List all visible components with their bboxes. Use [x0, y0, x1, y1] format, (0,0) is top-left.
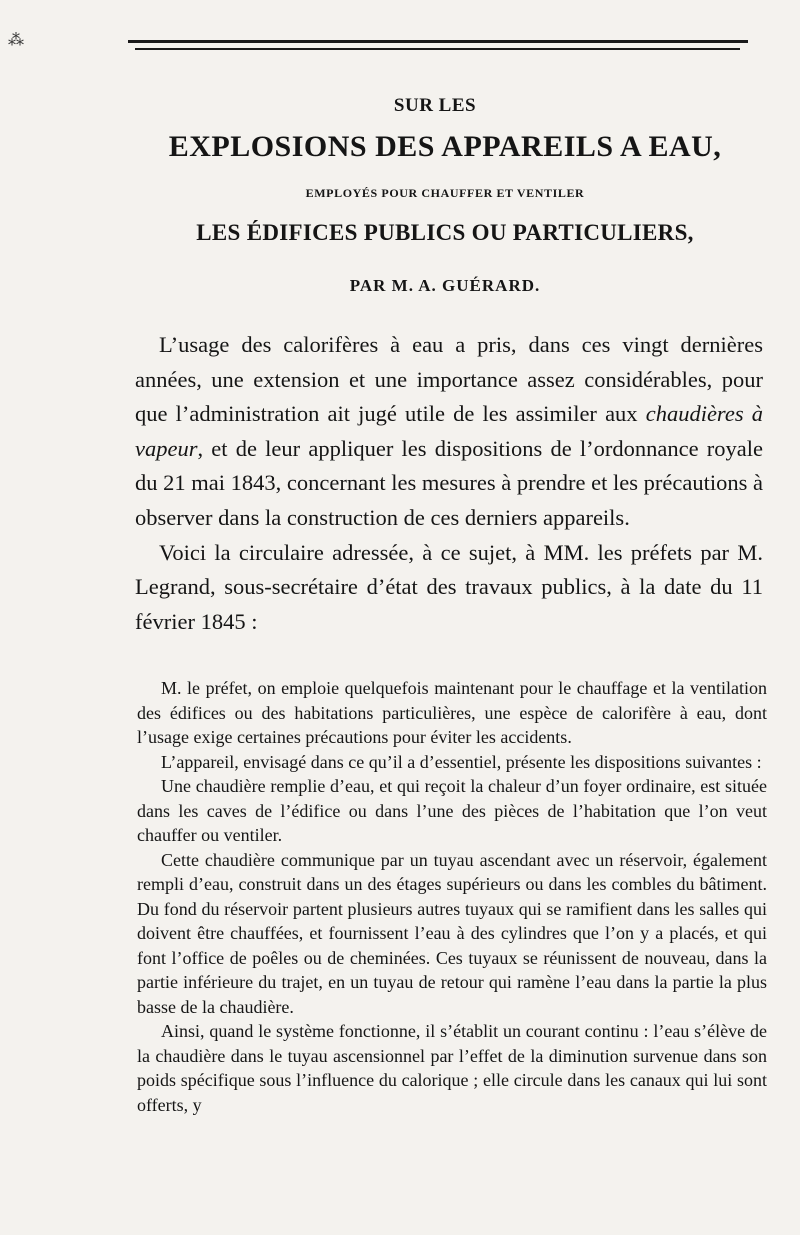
intro-p1-text-end: , et de leur appliquer les dispositions de l’ordonnance royale du 21 mai 1843, concernant les mesures à prendre et les précautions à observer dans la construction de ces derniers appareils. [135, 435, 763, 530]
title-line-2: LES ÉDIFICES PUBLICS OU PARTICULIERS, [196, 220, 694, 245]
intro-p1-text: L’usage des calorifères à eau a pris, dans ces vingt dernières années, une extension et une importance assez considérables, pour que l’administration ait jugé utile de les assimiler aux [135, 332, 763, 427]
intro-paragraph-2: Voici la circulaire adressée, à ce sujet, à MM. les préfets par M. Legrand, sous-secrétaire d’état des travaux publics, à la date du 11 février 1845 : [135, 539, 763, 634]
author-byline: PAR M. A. GUÉRARD. [349, 276, 541, 295]
intro-p1-italic: chaudières à vapeur [135, 401, 763, 461]
circular-text [137, 676, 767, 1117]
circular-paragraph-4: Cette chaudière communique par un tuyau ascendant avec un réservoir, également rempli d’eau, construit dans un des étages supérieurs ou dans les combles du bâtiment. Du fond du réservoir partent plusieurs autres tuyaux qui se ramifient dans les salles qui doivent être chauffées, et fournissent l’eau à des cylindres que l’on y a placés, et qui font l’office de poêles ou de cheminées. Ces tuyaux se réunissent de nouveau, dans la partie inférieure du trajet, en un tuyau de retour qui ramène l’eau dans la partie la plus basse de la chaudière. [137, 849, 767, 1017]
top-rule-thin [135, 48, 740, 50]
intro-text [135, 328, 763, 639]
heading-sur-les: SUR LES [393, 95, 477, 116]
circular-paragraph-2: L’appareil, envisagé dans ce qu’il a d’essentiel, présente les dispositions suivantes : [161, 751, 762, 772]
intro-paragraph-1 [135, 328, 763, 536]
top-rule [128, 40, 748, 43]
margin-smudge: ⁂ [8, 32, 24, 49]
page-title: EXPLOSIONS DES APPAREILS A EAU, [168, 130, 722, 163]
circular-paragraph-3: Une chaudière remplie d’eau, et qui reçoit la chaleur d’un foyer ordinaire, est située dans les caves de l’édifice ou dans l’une des pièces de l’habitation que l’on veut chauffer ou ventiler. [137, 776, 767, 845]
subtitle: EMPLOYÉS POUR CHAUFFER ET VENTILER [305, 186, 585, 200]
circular-paragraph-5: Ainsi, quand le système fonctionne, il s’établit un courant continu : l’eau s’élève de la chaudière dans le tuyau ascensionnel par l’effet de la diminution survenue dans son poids spécifique sous l’influence du calorique ; elle circule dans les canaux qui lui sont offerts, y [137, 1021, 767, 1115]
circular-paragraph-1: M. le préfet, on emploie quelquefois maintenant pour le chauffage et la ventilation des édifices ou des habitations particulières, une espèce de calorifère à eau, dont l’usage exige certaines précautions pour éviter les accidents. [137, 678, 767, 747]
